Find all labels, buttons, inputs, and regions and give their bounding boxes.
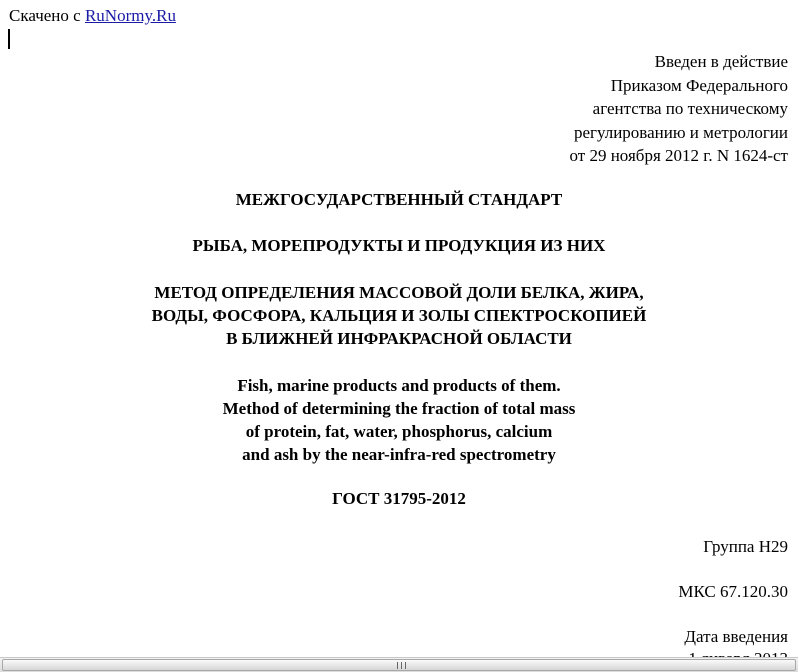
english-title: [0, 374, 798, 466]
horizontal-scrollbar[interactable]: [0, 657, 798, 672]
enactment-line: от 29 ноября 2012 г. N 1624-ст: [569, 146, 788, 165]
scrollbar-thumb[interactable]: [2, 659, 796, 671]
download-prefix: Скачено с: [9, 6, 85, 25]
enactment-line: Введен в действие: [654, 52, 788, 71]
subject-heading: [0, 235, 798, 257]
runormy-link[interactable]: RuNormy.Ru: [84, 6, 176, 25]
effective-date-label: Дата введения: [684, 627, 788, 646]
method-line: МЕТОД ОПРЕДЕЛЕНИЯ МАССОВОЙ ДОЛИ БЕЛКА, ЖИРА,: [154, 283, 644, 302]
method-line: ВОДЫ, ФОСФОРА, КАЛЬЦИЯ И ЗОЛЫ СПЕКТРОСКОПИЕЙ: [151, 306, 647, 325]
grip-icon: [397, 662, 406, 669]
standard-type-text: МЕЖГОСУДАРСТВЕННЫЙ СТАНДАРТ: [235, 190, 563, 209]
method-line: В БЛИЖНЕЙ ИНФРАКРАСНОЙ ОБЛАСТИ: [226, 329, 572, 348]
standard-type-heading: [0, 189, 798, 211]
mks-code: МКС 67.120.30: [678, 582, 788, 601]
group-code: Группа Н29: [703, 537, 788, 556]
gost-number-text: ГОСТ 31795-2012: [332, 489, 466, 508]
method-heading: [0, 281, 798, 350]
english-title-line: Method of determining the fraction of total mass: [222, 399, 576, 418]
download-source-line: [9, 6, 176, 26]
english-title-line: Fish, marine products and products of them.: [237, 376, 561, 395]
enactment-line: агентства по техническому: [592, 99, 788, 118]
enactment-note: [570, 50, 789, 168]
subject-text: РЫБА, МОРЕПРОДУКТЫ И ПРОДУКЦИЯ ИЗ НИХ: [192, 236, 606, 255]
english-title-line: and ash by the near-infra-red spectrometry: [242, 445, 556, 464]
english-title-line: of protein, fat, water, phosphorus, calcium: [245, 422, 553, 441]
gost-number: [0, 488, 798, 510]
text-cursor: [8, 29, 10, 49]
enactment-line: регулированию и метрологии: [573, 122, 788, 142]
enactment-line: Приказом Федерального: [610, 75, 788, 95]
